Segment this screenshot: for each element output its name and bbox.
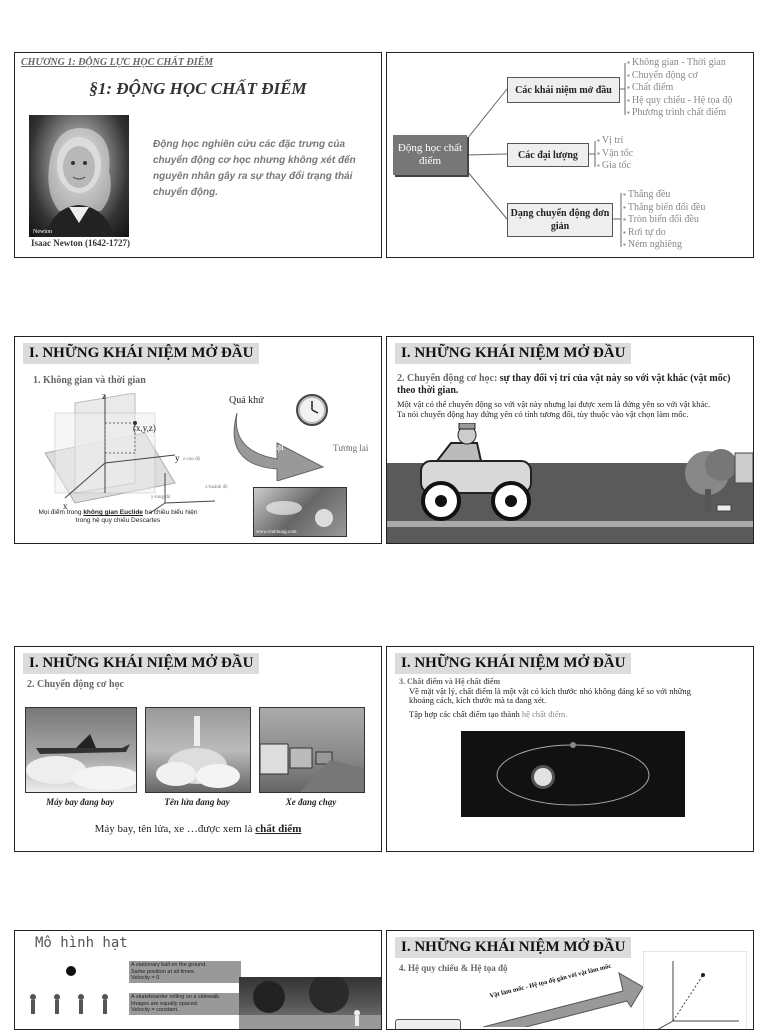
small-axis-y: y-tung độ — [151, 495, 171, 500]
rocket-icon — [146, 708, 250, 792]
list-item: ▪ Ném nghiêng — [623, 239, 705, 252]
slide-subtitle: 3. Chất điểm và Hệ chất điểm — [399, 677, 501, 686]
particle-definition: Về mặt vật lý, chất điểm là một vật có kích thước nhỏ không đáng kể so với những khoảng cách, kích thước mà ta đang xét. — [409, 686, 691, 705]
slide-title: Mô hình hạt — [35, 935, 128, 951]
branch-quantities: Các đại lượng — [507, 143, 589, 167]
chapter-title: CHƯƠNG 1: ĐỘNG LỰC HỌC CHẤT ĐIỂM — [21, 57, 214, 68]
list-item: ▪ Chất điểm — [627, 82, 754, 95]
branch-simple-motion: Dạng chuyển động đơn giản — [507, 203, 613, 237]
crowd-photo — [239, 977, 382, 1030]
crowd-icon — [239, 977, 382, 1030]
orbit-icon — [461, 731, 685, 817]
stationary-ball-note — [129, 961, 241, 983]
list-item: ▪ Hệ quy chiếu - Hệ tọa độ — [627, 95, 754, 108]
slide-header: I. NHỮNG KHÁI NIỆM MỞ ĐẦU — [395, 653, 631, 674]
slide-5 — [14, 646, 382, 852]
slide-subtitle: 4. Hệ quy chiếu & Hệ tọa độ — [399, 963, 508, 973]
slide-7 — [14, 930, 382, 1030]
image-watermark: www.vinhhung.com — [256, 530, 297, 535]
reference-box — [395, 1019, 461, 1030]
portrait-caption: Isaac Newton (1642-1727) — [31, 238, 130, 248]
car-illustration-icon — [407, 423, 537, 523]
slide-header: I. NHỮNG KHÁI NIỆM MỞ ĐẦU — [23, 343, 259, 364]
slide-1 — [14, 52, 382, 258]
slide-2 — [386, 52, 754, 258]
slide-6 — [386, 646, 754, 852]
slide-8 — [386, 930, 754, 1030]
list-item: ▪ Không gian - Thời gian — [627, 57, 754, 70]
slide-title: §1: ĐỘNG HỌC CHẤT ĐIỂM — [89, 79, 307, 98]
note-line: A stationary ball on the ground. — [131, 962, 207, 968]
description-text: Động học nghiên cứu các đặc trưng của chuyển động cơ học nhưng không xét đến nguyên nhân gây ra sự thay đổi trạng thái chuyển động. — [153, 139, 356, 198]
list-item: ▪ Thẳng đều — [623, 189, 705, 202]
coordinate-axes-diagram — [643, 951, 747, 1030]
note-line: Images are equally spaced. — [131, 1000, 199, 1007]
reference-arrow-text: Vật làm mốc - Hệ tọa độ gắn với vật làm mốc — [489, 962, 613, 1000]
list-item: ▪ Tròn biến đổi đều — [623, 214, 705, 227]
system-definition — [409, 709, 567, 719]
branch-quantities-items — [597, 135, 633, 173]
caption-airplane: Máy bay đang bay — [46, 797, 114, 807]
system-emphasis: hệ chất điểm. — [521, 709, 568, 719]
caption-car: Xe đang chạy — [285, 797, 337, 807]
list-item: ▪ Phương trình chất điểm — [627, 107, 754, 120]
past-label: Quá khứ — [229, 395, 264, 406]
relativity-line-1: Một vật có thể chuyển động so với vật này nhưng lại được xem là đứng yên so với vật khác. — [397, 399, 711, 409]
future-label: Tương lai — [333, 443, 369, 453]
slide-3 — [14, 336, 382, 544]
note-line: Velocity = 0. — [131, 975, 161, 981]
note-line: A skateboarder rolling on a sidewalk. — [131, 994, 221, 1000]
point-label: (x,y,z) — [133, 423, 156, 433]
time-illustration-image — [253, 487, 347, 537]
tree-house-icon — [677, 443, 753, 517]
present-label: Hiện tại — [252, 442, 284, 453]
cars-icon — [260, 708, 364, 792]
footer-emphasis: chất điểm — [255, 823, 302, 835]
euclid-note — [33, 509, 203, 525]
caption-rocket: Tên lửa đang bay — [164, 797, 230, 807]
footer-text: Máy bay, tên lửa, xe …được xem là — [94, 823, 256, 835]
airplane-icon — [26, 708, 136, 792]
axis-x-label: x — [63, 501, 68, 511]
ball-icon — [65, 965, 77, 977]
slide-subtitle: 2. Chuyển động cơ học — [27, 679, 124, 690]
skateboarder-sequence-icon — [23, 989, 123, 1029]
list-item: ▪ Chuyển động cơ — [627, 70, 754, 83]
coordinate-system-diagram — [35, 393, 235, 513]
system-text: Tập hợp các chất điểm tạo thành — [409, 709, 522, 719]
galaxy-icon — [254, 488, 346, 536]
branch-intro-items — [627, 57, 754, 120]
relativity-line-2: Ta nói chuyển động hay đứng yên có tính tương đối, tùy thuộc vào vật chọn làm mốc. — [397, 409, 689, 419]
small-axis-z: z-cao độ — [183, 457, 201, 462]
small-axis-x: x-hoành độ — [205, 485, 228, 490]
slide-subtitle: 1. Không gian và thời gian — [33, 375, 146, 386]
motion-definition — [397, 373, 747, 397]
branch-intro-concepts: Các khái niệm mở đầu — [507, 77, 620, 103]
list-item: ▪ Thẳng biến đổi đều — [623, 202, 705, 215]
slide-4 — [386, 336, 754, 544]
list-item: ▪ Rơi tự do — [623, 227, 705, 240]
list-item: ▪ Gia tốc — [597, 160, 633, 173]
axis-z-label: z — [102, 391, 106, 401]
slide-header: I. NHỮNG KHÁI NIỆM MỞ ĐẦU — [395, 343, 631, 364]
portrait-icon — [29, 115, 129, 237]
list-item: ▪ Vị trí — [597, 135, 633, 148]
axis-y-label: y — [175, 453, 180, 463]
slide-header: I. NHỮNG KHÁI NIỆM MỞ ĐẦU — [23, 653, 259, 674]
skateboarder-note — [129, 993, 241, 1015]
definition-text: sự thay đổi vị trí của vật này so với vật khác (vật mốc) theo thời gian. — [397, 373, 731, 396]
definition-term: 2. Chuyển động cơ học: — [397, 373, 500, 384]
branch-motion-items — [623, 189, 705, 252]
note-line: Velocity = constant. — [131, 1007, 179, 1013]
car-traffic-photo — [259, 707, 365, 793]
note-prefix: Mọi điểm trong — [38, 509, 84, 516]
newton-portrait — [29, 115, 129, 237]
note-line: Same position at all times. — [131, 968, 196, 975]
mindmap-root: Động học chất điểm — [393, 135, 467, 175]
slide-header: I. NHỮNG KHÁI NIỆM MỞ ĐẦU — [395, 937, 631, 958]
rocket-photo — [145, 707, 251, 793]
airplane-photo — [25, 707, 137, 793]
list-item: ▪ Vận tốc — [597, 148, 633, 161]
note-suffix: ba chiều biểu hiện trong hệ quy chiếu Descartes — [75, 509, 198, 524]
particle-footer — [15, 823, 381, 835]
note-link[interactable]: không gian Euclide — [83, 509, 143, 516]
orbit-image — [461, 731, 685, 817]
portrait-signature: Newton — [33, 229, 52, 235]
